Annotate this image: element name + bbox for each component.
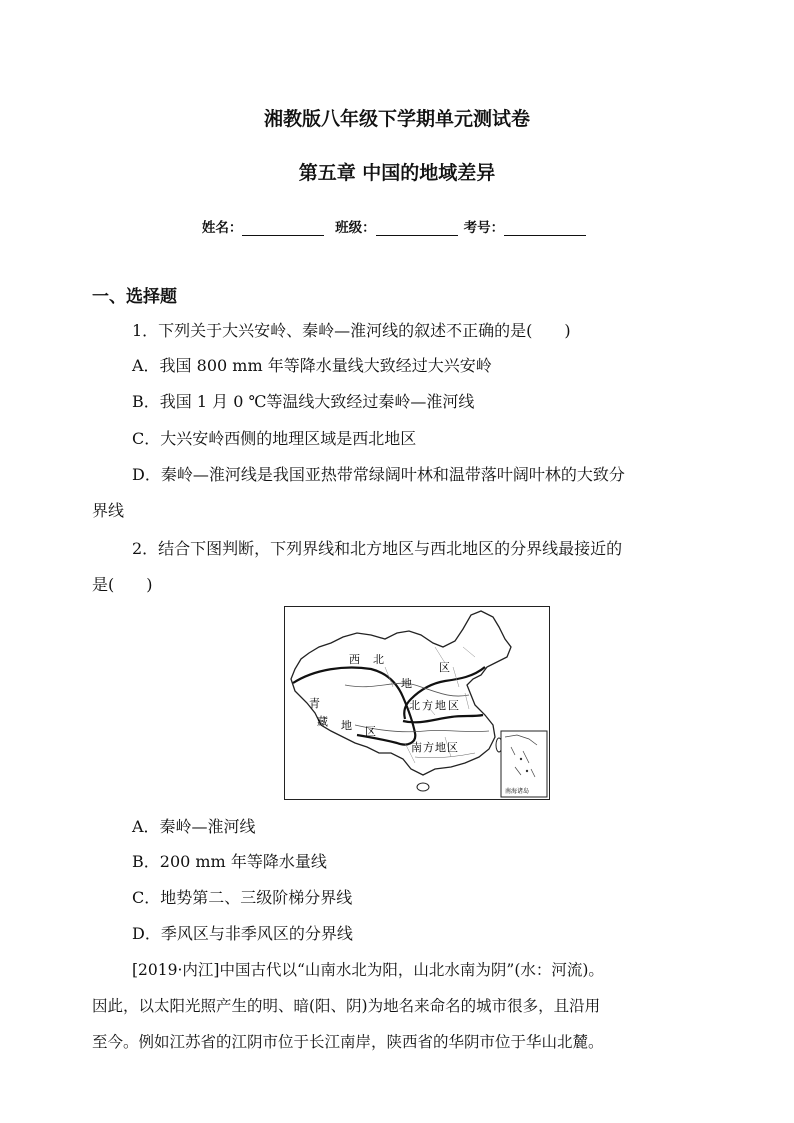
label-qz-1: 青 bbox=[309, 697, 320, 710]
q1-option-a: A．我国 800 mm 年等降水量线大致经过大兴安岭 bbox=[132, 356, 492, 375]
q1-option-d-cont: 界线 bbox=[92, 501, 125, 520]
q2-option-b: B．200 mm 年等降水量线 bbox=[132, 852, 327, 871]
label-nw-2: 北 bbox=[373, 653, 384, 666]
inset-label: 南海诸岛 bbox=[505, 788, 530, 795]
label-south: 南方地区 bbox=[411, 741, 459, 754]
inset-dot bbox=[520, 758, 522, 760]
q1-option-d: D．秦岭—淮河线是我国亚热带常绿阔叶林和温带落叶阔叶林的大致分 bbox=[132, 465, 625, 484]
label-nw-3: 地 bbox=[401, 677, 412, 690]
class-blank[interactable] bbox=[376, 221, 458, 236]
label-qz-4: 区 bbox=[365, 725, 376, 738]
china-regions-map bbox=[284, 606, 550, 800]
q1-stem: 1．下列关于大兴安岭、秦岭—淮河线的叙述不正确的是( ) bbox=[132, 321, 571, 340]
exam-no-label: 考号： bbox=[463, 220, 505, 236]
label-nw-1: 西 bbox=[349, 653, 360, 666]
label-qz-3: 地 bbox=[341, 719, 352, 732]
label-qz-2: 藏 bbox=[317, 715, 328, 728]
name-blank[interactable] bbox=[242, 221, 324, 236]
q2-option-a: A．秦岭—淮河线 bbox=[132, 817, 256, 836]
q1-option-b: B．我国 1 月 0 ℃等温线大致经过秦岭—淮河线 bbox=[132, 392, 475, 411]
exam-no-blank[interactable] bbox=[504, 221, 586, 236]
q1-option-c: C．大兴安岭西侧的地理区域是西北地区 bbox=[132, 429, 417, 448]
map-svg bbox=[285, 607, 549, 799]
q2-stem-cont: 是( ) bbox=[92, 575, 153, 594]
name-label: 姓名： bbox=[201, 220, 243, 236]
class-label: 班级： bbox=[335, 220, 376, 236]
section-heading: 一、选择题 bbox=[92, 287, 177, 307]
boundary-north-south bbox=[403, 715, 483, 722]
page-title: 湘教版八年级下学期单元测试卷 bbox=[263, 108, 530, 130]
label-nw-4: 区 bbox=[439, 661, 450, 674]
passage-line-1: [2019·内江]中国古代以“山南水北为阳，山北水南为阴”(水：河流)。 bbox=[132, 961, 604, 979]
inset-dot bbox=[526, 770, 528, 772]
passage-line-2: 因此，以太阳光照产生的明、暗(阳、阴)为地名来命名的城市很多，且沿用 bbox=[92, 997, 601, 1015]
q2-option-d: D．季风区与非季风区的分界线 bbox=[132, 924, 353, 943]
hainan-island bbox=[417, 783, 429, 791]
q2-stem: 2．结合下图判断，下列界线和北方地区与西北地区的分界线最接近的 bbox=[132, 539, 623, 558]
chapter-title: 第五章 中国的地域差异 bbox=[298, 162, 496, 184]
q2-option-c: C．地势第二、三级阶梯分界线 bbox=[132, 888, 353, 907]
student-info bbox=[0, 216, 794, 236]
passage-line-3: 至今。例如江苏省的江阴市位于长江南岸，陕西省的华阴市位于华山北麓。 bbox=[92, 1033, 604, 1051]
label-north: 北方地区 bbox=[409, 699, 461, 712]
